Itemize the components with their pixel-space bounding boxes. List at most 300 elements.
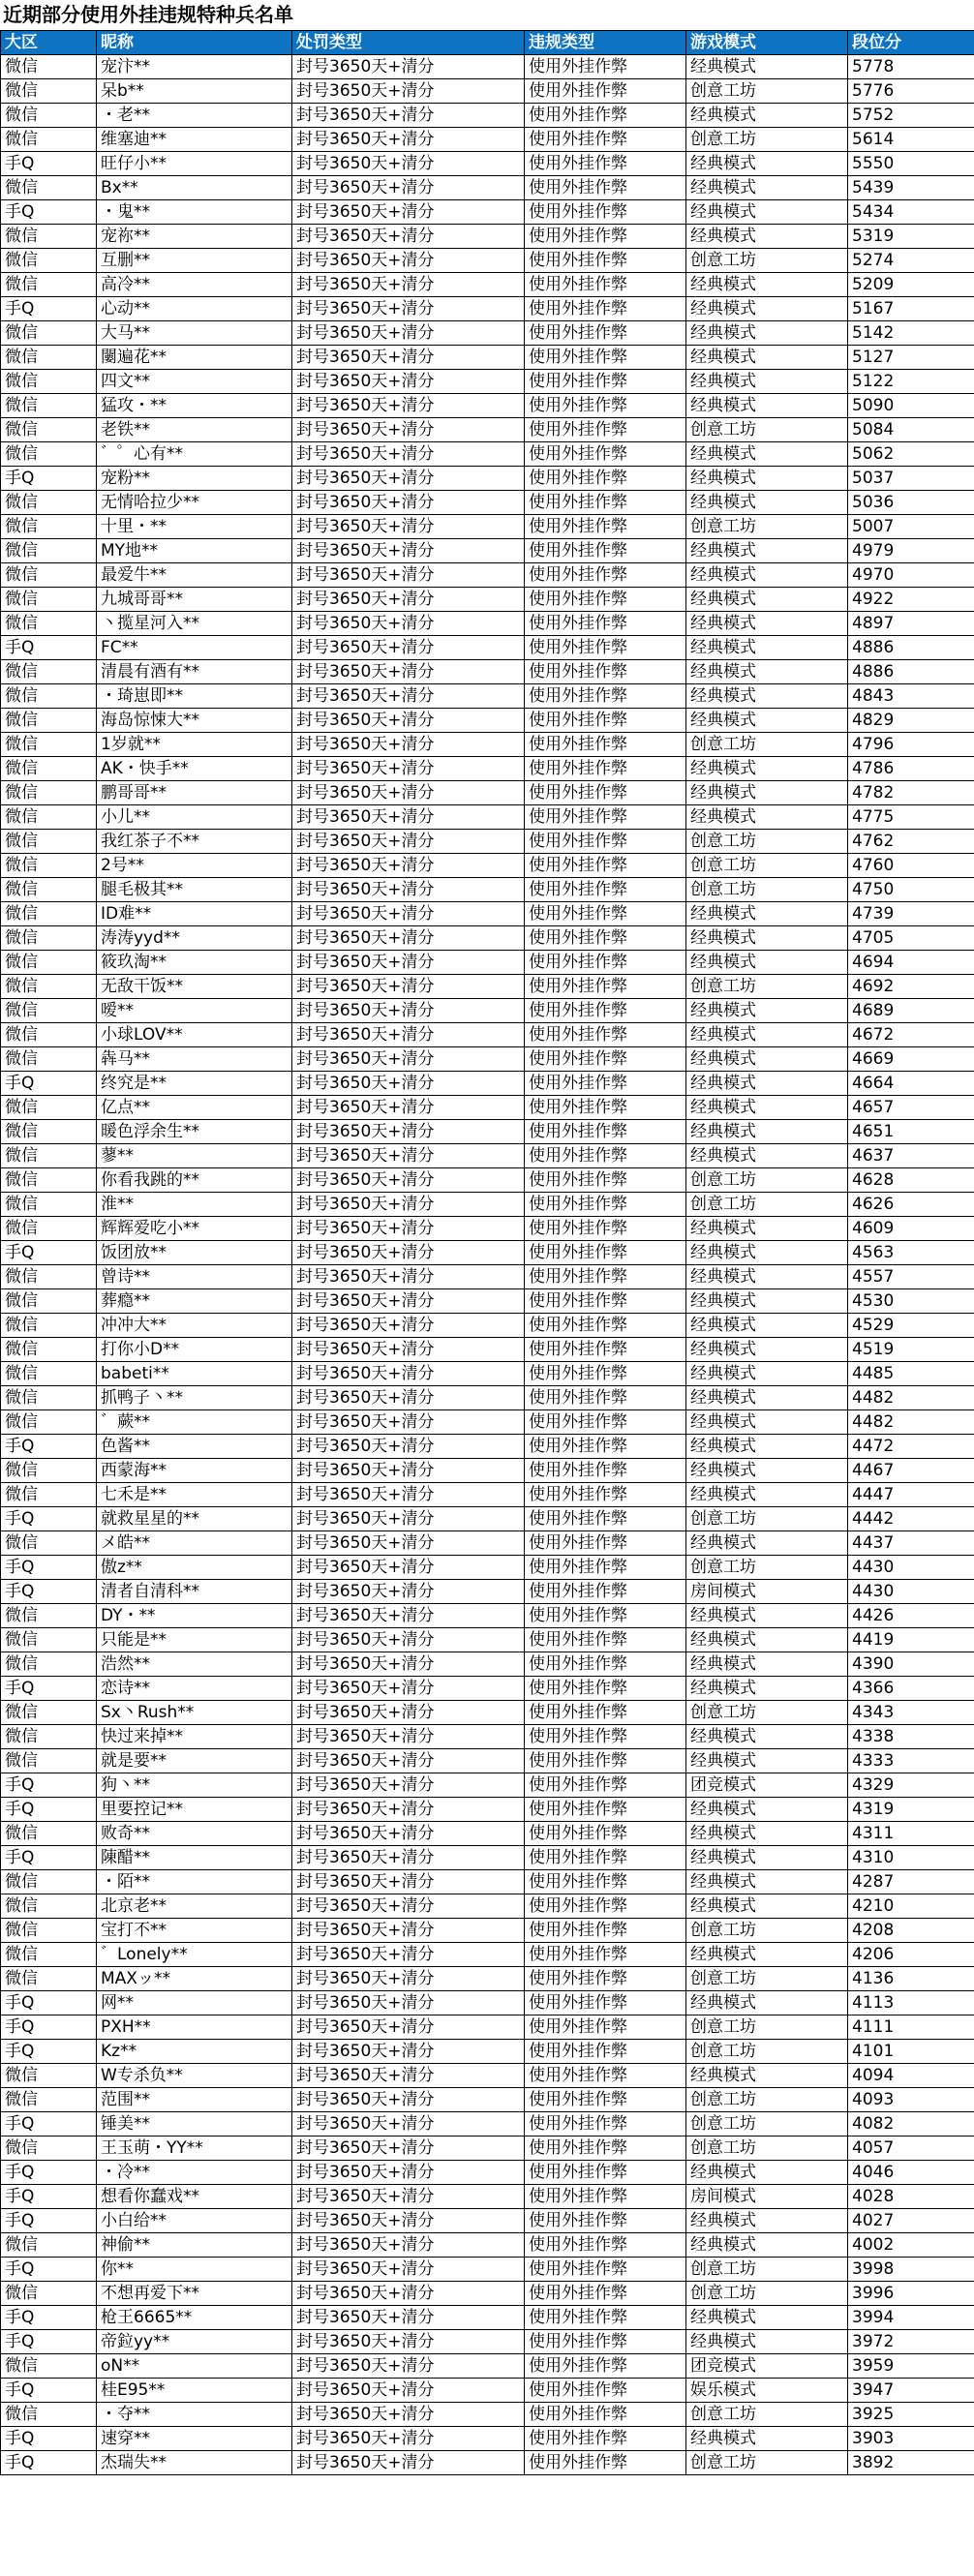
table-row bbox=[1, 951, 974, 975]
cell-score: 5084 bbox=[848, 418, 974, 442]
cell-region: 手Q bbox=[1, 1677, 97, 1701]
cell-penalty: 封号3650天+清分 bbox=[292, 660, 525, 684]
cell-region: 微信 bbox=[1, 926, 97, 951]
cell-penalty: 封号3650天+清分 bbox=[292, 2403, 525, 2427]
cell-penalty: 封号3650天+清分 bbox=[292, 1047, 525, 1072]
cell-penalty: 封号3650天+清分 bbox=[292, 1652, 525, 1677]
cell-violation: 使用外挂作弊 bbox=[525, 2015, 686, 2040]
cell-mode: 经典模式 bbox=[686, 442, 848, 467]
cell-region: 微信 bbox=[1, 1894, 97, 1919]
cell-region: 微信 bbox=[1, 491, 97, 515]
cell-violation: 使用外挂作弊 bbox=[525, 2064, 686, 2088]
cell-region: 微信 bbox=[1, 1096, 97, 1120]
cell-penalty: 封号3650天+清分 bbox=[292, 757, 525, 781]
cell-nickname: 范围** bbox=[97, 2088, 292, 2112]
cell-penalty: 封号3650天+清分 bbox=[292, 394, 525, 418]
cell-violation: 使用外挂作弊 bbox=[525, 1846, 686, 1870]
table-row bbox=[1, 2354, 974, 2379]
cell-nickname: 嗳** bbox=[97, 999, 292, 1023]
cell-mode: 经典模式 bbox=[686, 636, 848, 660]
cell-nickname: 神偷** bbox=[97, 2233, 292, 2258]
cell-mode: 创意工坊 bbox=[686, 418, 848, 442]
cell-violation: 使用外挂作弊 bbox=[525, 491, 686, 515]
cell-nickname: 只能是** bbox=[97, 1628, 292, 1652]
cell-penalty: 封号3650天+清分 bbox=[292, 1217, 525, 1241]
cell-violation: 使用外挂作弊 bbox=[525, 2161, 686, 2185]
table-row bbox=[1, 805, 974, 830]
cell-nickname: 亿点** bbox=[97, 1096, 292, 1120]
table-row bbox=[1, 346, 974, 370]
cell-mode: 创意工坊 bbox=[686, 2451, 848, 2475]
cell-mode: 房间模式 bbox=[686, 1580, 848, 1604]
cell-penalty: 封号3650天+清分 bbox=[292, 830, 525, 854]
cell-mode: 经典模式 bbox=[686, 563, 848, 588]
table-row bbox=[1, 2379, 974, 2403]
cell-nickname: 1岁就** bbox=[97, 733, 292, 757]
cell-region: 手Q bbox=[1, 2209, 97, 2233]
cell-score: 4472 bbox=[848, 1435, 974, 1459]
cell-score: 4002 bbox=[848, 2233, 974, 2258]
cell-nickname: 陳醋** bbox=[97, 1846, 292, 1870]
table-row bbox=[1, 1725, 974, 1749]
cell-mode: 经典模式 bbox=[686, 902, 848, 926]
cell-score: 5142 bbox=[848, 321, 974, 346]
cell-nickname: 终究是** bbox=[97, 1072, 292, 1096]
cell-nickname: 帝鉝yy** bbox=[97, 2330, 292, 2354]
table-row bbox=[1, 1991, 974, 2015]
cell-violation: 使用外挂作弊 bbox=[525, 321, 686, 346]
cell-mode: 经典模式 bbox=[686, 1096, 848, 1120]
cell-nickname: 我红茶子不** bbox=[97, 830, 292, 854]
cell-region: 微信 bbox=[1, 176, 97, 200]
cell-penalty: 封号3650天+清分 bbox=[292, 951, 525, 975]
cell-score: 4082 bbox=[848, 2112, 974, 2137]
cell-mode: 创意工坊 bbox=[686, 2137, 848, 2161]
cell-nickname: ・老** bbox=[97, 104, 292, 128]
cell-violation: 使用外挂作弊 bbox=[525, 999, 686, 1023]
cell-mode: 经典模式 bbox=[686, 1846, 848, 1870]
table-row bbox=[1, 297, 974, 321]
table-row bbox=[1, 1967, 974, 1991]
cell-region: 微信 bbox=[1, 1338, 97, 1362]
column-header-region: 大区 bbox=[1, 31, 97, 55]
cell-region: 手Q bbox=[1, 2040, 97, 2064]
cell-mode: 经典模式 bbox=[686, 1386, 848, 1410]
cell-nickname: 四文** bbox=[97, 370, 292, 394]
cell-region: 微信 bbox=[1, 321, 97, 346]
cell-region: 手Q bbox=[1, 2258, 97, 2282]
cell-nickname: 清者自清科** bbox=[97, 1580, 292, 1604]
table-row bbox=[1, 902, 974, 926]
cell-nickname: 小儿** bbox=[97, 805, 292, 830]
cell-region: 微信 bbox=[1, 1628, 97, 1652]
cell-mode: 经典模式 bbox=[686, 1483, 848, 1507]
cell-penalty: 封号3650天+清分 bbox=[292, 273, 525, 297]
column-header-violation: 违规类型 bbox=[525, 31, 686, 55]
cell-mode: 经典模式 bbox=[686, 200, 848, 225]
table-row bbox=[1, 999, 974, 1023]
cell-violation: 使用外挂作弊 bbox=[525, 1023, 686, 1047]
cell-penalty: 封号3650天+清分 bbox=[292, 2015, 525, 2040]
cell-nickname: 筱玖淘** bbox=[97, 951, 292, 975]
cell-score: 4705 bbox=[848, 926, 974, 951]
cell-violation: 使用外挂作弊 bbox=[525, 79, 686, 104]
cell-region: 手Q bbox=[1, 1798, 97, 1822]
cell-mode: 创意工坊 bbox=[686, 1507, 848, 1531]
cell-region: 微信 bbox=[1, 709, 97, 733]
cell-score: 4782 bbox=[848, 781, 974, 805]
cell-region: 手Q bbox=[1, 1580, 97, 1604]
cell-violation: 使用外挂作弊 bbox=[525, 588, 686, 612]
cell-violation: 使用外挂作弊 bbox=[525, 515, 686, 539]
cell-penalty: 封号3650天+清分 bbox=[292, 781, 525, 805]
cell-region: 手Q bbox=[1, 2015, 97, 2040]
cell-penalty: 封号3650天+清分 bbox=[292, 418, 525, 442]
table-row bbox=[1, 854, 974, 878]
cell-penalty: 封号3650天+清分 bbox=[292, 515, 525, 539]
cell-mode: 经典模式 bbox=[686, 1894, 848, 1919]
cell-nickname: 互删** bbox=[97, 249, 292, 273]
cell-nickname: 葬瘾** bbox=[97, 1289, 292, 1314]
table-row bbox=[1, 1047, 974, 1072]
cell-mode: 创意工坊 bbox=[686, 830, 848, 854]
cell-mode: 经典模式 bbox=[686, 1241, 848, 1265]
cell-mode: 经典模式 bbox=[686, 2064, 848, 2088]
cell-mode: 创意工坊 bbox=[686, 1556, 848, 1580]
cell-violation: 使用外挂作弊 bbox=[525, 1435, 686, 1459]
cell-penalty: 封号3650天+清分 bbox=[292, 249, 525, 273]
cell-score: 4628 bbox=[848, 1168, 974, 1193]
table-row bbox=[1, 539, 974, 563]
cell-violation: 使用外挂作弊 bbox=[525, 2330, 686, 2354]
cell-nickname: ゛蕨** bbox=[97, 1410, 292, 1435]
cell-region: 微信 bbox=[1, 1314, 97, 1338]
cell-mode: 经典模式 bbox=[686, 1338, 848, 1362]
page-title: 近期部分使用外挂违规特种兵名单 bbox=[3, 3, 293, 26]
cell-nickname: W专杀负** bbox=[97, 2064, 292, 2088]
table-row bbox=[1, 733, 974, 757]
cell-nickname: 冲冲大** bbox=[97, 1314, 292, 1338]
cell-violation: 使用外挂作弊 bbox=[525, 1410, 686, 1435]
cell-score: 4519 bbox=[848, 1338, 974, 1362]
cell-region: 微信 bbox=[1, 1047, 97, 1072]
cell-nickname: 色酱** bbox=[97, 1435, 292, 1459]
cell-penalty: 封号3650天+清分 bbox=[292, 1193, 525, 1217]
cell-score: 5167 bbox=[848, 297, 974, 321]
cell-penalty: 封号3650天+清分 bbox=[292, 733, 525, 757]
cell-penalty: 封号3650天+清分 bbox=[292, 1725, 525, 1749]
cell-score: 4886 bbox=[848, 660, 974, 684]
cell-nickname: Kz** bbox=[97, 2040, 292, 2064]
cell-violation: 使用外挂作弊 bbox=[525, 854, 686, 878]
cell-nickname: 饭团放** bbox=[97, 1241, 292, 1265]
cell-region: 微信 bbox=[1, 2282, 97, 2306]
table-row bbox=[1, 418, 974, 442]
cell-penalty: 封号3650天+清分 bbox=[292, 1459, 525, 1483]
cell-penalty: 封号3650天+清分 bbox=[292, 1096, 525, 1120]
cell-violation: 使用外挂作弊 bbox=[525, 1580, 686, 1604]
cell-penalty: 封号3650天+清分 bbox=[292, 297, 525, 321]
cell-region: 手Q bbox=[1, 1435, 97, 1459]
cell-violation: 使用外挂作弊 bbox=[525, 1967, 686, 1991]
cell-nickname: 傲z** bbox=[97, 1556, 292, 1580]
cell-score: 4027 bbox=[848, 2209, 974, 2233]
cell-penalty: 封号3650天+清分 bbox=[292, 1943, 525, 1967]
cell-violation: 使用外挂作弊 bbox=[525, 249, 686, 273]
table-row bbox=[1, 2040, 974, 2064]
cell-nickname: 涛涛yyd** bbox=[97, 926, 292, 951]
cell-violation: 使用外挂作弊 bbox=[525, 1870, 686, 1894]
table-row bbox=[1, 176, 974, 200]
cell-score: 4979 bbox=[848, 539, 974, 563]
cell-mode: 房间模式 bbox=[686, 2185, 848, 2209]
cell-penalty: 封号3650天+清分 bbox=[292, 539, 525, 563]
cell-mode: 经典模式 bbox=[686, 370, 848, 394]
cell-score: 4111 bbox=[848, 2015, 974, 2040]
cell-score: 4287 bbox=[848, 1870, 974, 1894]
cell-region: 微信 bbox=[1, 128, 97, 152]
table-row bbox=[1, 79, 974, 104]
cell-mode: 创意工坊 bbox=[686, 2015, 848, 2040]
cell-violation: 使用外挂作弊 bbox=[525, 1773, 686, 1798]
cell-nickname: 曾诗** bbox=[97, 1265, 292, 1289]
cell-score: 4437 bbox=[848, 1531, 974, 1556]
column-header-score: 段位分 bbox=[848, 31, 974, 55]
cell-score: 4843 bbox=[848, 684, 974, 709]
table-row bbox=[1, 2185, 974, 2209]
table-header-row bbox=[1, 31, 974, 55]
cell-violation: 使用外挂作弊 bbox=[525, 539, 686, 563]
table-row bbox=[1, 1314, 974, 1338]
table-row bbox=[1, 2330, 974, 2354]
cell-violation: 使用外挂作弊 bbox=[525, 442, 686, 467]
cell-score: 4343 bbox=[848, 1701, 974, 1725]
cell-mode: 创意工坊 bbox=[686, 1701, 848, 1725]
cell-violation: 使用外挂作弊 bbox=[525, 418, 686, 442]
cell-nickname: 心动** bbox=[97, 297, 292, 321]
cell-nickname: FC** bbox=[97, 636, 292, 660]
cell-violation: 使用外挂作弊 bbox=[525, 273, 686, 297]
cell-nickname: 无情哈拉少** bbox=[97, 491, 292, 515]
table-row bbox=[1, 491, 974, 515]
cell-mode: 经典模式 bbox=[686, 1144, 848, 1168]
cell-score: 5127 bbox=[848, 346, 974, 370]
cell-score: 5776 bbox=[848, 79, 974, 104]
cell-nickname: 最爱牛** bbox=[97, 563, 292, 588]
cell-penalty: 封号3650天+清分 bbox=[292, 2088, 525, 2112]
cell-score: 3994 bbox=[848, 2306, 974, 2330]
table-row bbox=[1, 1507, 974, 1531]
cell-nickname: 七禾是** bbox=[97, 1483, 292, 1507]
cell-region: 微信 bbox=[1, 781, 97, 805]
table-row bbox=[1, 1217, 974, 1241]
table-row bbox=[1, 2088, 974, 2112]
cell-mode: 经典模式 bbox=[686, 104, 848, 128]
cell-mode: 经典模式 bbox=[686, 999, 848, 1023]
table-row bbox=[1, 636, 974, 660]
cell-nickname: 淮** bbox=[97, 1193, 292, 1217]
cell-mode: 创意工坊 bbox=[686, 1193, 848, 1217]
cell-nickname: 抓鸭子丶** bbox=[97, 1386, 292, 1410]
cell-penalty: 封号3650天+清分 bbox=[292, 1531, 525, 1556]
cell-violation: 使用外挂作弊 bbox=[525, 709, 686, 733]
cell-region: 微信 bbox=[1, 1604, 97, 1628]
cell-score: 3947 bbox=[848, 2379, 974, 2403]
table-row bbox=[1, 1870, 974, 1894]
table-row bbox=[1, 1362, 974, 1386]
cell-penalty: 封号3650天+清分 bbox=[292, 2161, 525, 2185]
cell-region: 微信 bbox=[1, 1410, 97, 1435]
cell-nickname: ・夺** bbox=[97, 2403, 292, 2427]
cell-violation: 使用外挂作弊 bbox=[525, 2282, 686, 2306]
cell-region: 微信 bbox=[1, 2233, 97, 2258]
table-row bbox=[1, 1943, 974, 1967]
cell-penalty: 封号3650天+清分 bbox=[292, 684, 525, 709]
cell-penalty: 封号3650天+清分 bbox=[292, 1991, 525, 2015]
cell-mode: 经典模式 bbox=[686, 2161, 848, 2185]
table-row bbox=[1, 321, 974, 346]
cell-mode: 创意工坊 bbox=[686, 515, 848, 539]
cell-nickname: 清晨有酒有** bbox=[97, 660, 292, 684]
cell-violation: 使用外挂作弊 bbox=[525, 2427, 686, 2451]
cell-score: 4311 bbox=[848, 1822, 974, 1846]
cell-nickname: 大马** bbox=[97, 321, 292, 346]
cell-score: 4101 bbox=[848, 2040, 974, 2064]
cell-mode: 创意工坊 bbox=[686, 1919, 848, 1943]
table-row bbox=[1, 1677, 974, 1701]
cell-penalty: 封号3650天+清分 bbox=[292, 1483, 525, 1507]
cell-penalty: 封号3650天+清分 bbox=[292, 1773, 525, 1798]
cell-mode: 创意工坊 bbox=[686, 2040, 848, 2064]
table-row bbox=[1, 225, 974, 249]
cell-mode: 娱乐模式 bbox=[686, 2379, 848, 2403]
table-row bbox=[1, 1919, 974, 1943]
cell-region: 微信 bbox=[1, 1023, 97, 1047]
table-row bbox=[1, 2233, 974, 2258]
cell-penalty: 封号3650天+清分 bbox=[292, 104, 525, 128]
cell-region: 手Q bbox=[1, 1556, 97, 1580]
cell-violation: 使用外挂作弊 bbox=[525, 2040, 686, 2064]
cell-score: 4750 bbox=[848, 878, 974, 902]
cell-region: 微信 bbox=[1, 1701, 97, 1725]
cell-nickname: 枪王6665** bbox=[97, 2306, 292, 2330]
cell-violation: 使用外挂作弊 bbox=[525, 1749, 686, 1773]
cell-penalty: 封号3650天+清分 bbox=[292, 2330, 525, 2354]
cell-score: 4419 bbox=[848, 1628, 974, 1652]
cell-mode: 经典模式 bbox=[686, 1362, 848, 1386]
cell-region: 微信 bbox=[1, 1193, 97, 1217]
cell-region: 手Q bbox=[1, 2306, 97, 2330]
table-row bbox=[1, 588, 974, 612]
cell-penalty: 封号3650天+清分 bbox=[292, 1168, 525, 1193]
cell-penalty: 封号3650天+清分 bbox=[292, 1265, 525, 1289]
cell-mode: 经典模式 bbox=[686, 951, 848, 975]
cell-violation: 使用外挂作弊 bbox=[525, 636, 686, 660]
cell-score: 4557 bbox=[848, 1265, 974, 1289]
cell-violation: 使用外挂作弊 bbox=[525, 684, 686, 709]
cell-violation: 使用外挂作弊 bbox=[525, 152, 686, 176]
cell-score: 3972 bbox=[848, 2330, 974, 2354]
cell-region: 微信 bbox=[1, 418, 97, 442]
cell-score: 5550 bbox=[848, 152, 974, 176]
cell-violation: 使用外挂作弊 bbox=[525, 2306, 686, 2330]
cell-nickname: 旺仔小** bbox=[97, 152, 292, 176]
cell-penalty: 封号3650天+清分 bbox=[292, 1241, 525, 1265]
cell-mode: 经典模式 bbox=[686, 1459, 848, 1483]
cell-region: 手Q bbox=[1, 1072, 97, 1096]
table-row bbox=[1, 1338, 974, 1362]
cell-penalty: 封号3650天+清分 bbox=[292, 2064, 525, 2088]
cell-mode: 创意工坊 bbox=[686, 2403, 848, 2427]
cell-mode: 经典模式 bbox=[686, 1749, 848, 1773]
cell-violation: 使用外挂作弊 bbox=[525, 1919, 686, 1943]
cell-penalty: 封号3650天+清分 bbox=[292, 2112, 525, 2137]
cell-violation: 使用外挂作弊 bbox=[525, 612, 686, 636]
cell-violation: 使用外挂作弊 bbox=[525, 1096, 686, 1120]
cell-nickname: 宠汴** bbox=[97, 55, 292, 79]
cell-penalty: 封号3650天+清分 bbox=[292, 1507, 525, 1531]
cell-penalty: 封号3650天+清分 bbox=[292, 346, 525, 370]
cell-penalty: 封号3650天+清分 bbox=[292, 1556, 525, 1580]
table-row bbox=[1, 1894, 974, 1919]
cell-nickname: 犇马** bbox=[97, 1047, 292, 1072]
cell-nickname: ID难** bbox=[97, 902, 292, 926]
cell-nickname: 猛攻・** bbox=[97, 394, 292, 418]
cell-nickname: 你看我跳的** bbox=[97, 1168, 292, 1193]
cell-score: 4028 bbox=[848, 2185, 974, 2209]
cell-penalty: 封号3650天+清分 bbox=[292, 975, 525, 999]
cell-region: 微信 bbox=[1, 2088, 97, 2112]
column-header-nickname: 昵称 bbox=[97, 31, 292, 55]
cell-mode: 经典模式 bbox=[686, 1047, 848, 1072]
cell-nickname: ゛Lonely** bbox=[97, 1943, 292, 1967]
cell-penalty: 封号3650天+清分 bbox=[292, 176, 525, 200]
table-row bbox=[1, 684, 974, 709]
table-row bbox=[1, 660, 974, 684]
cell-mode: 创意工坊 bbox=[686, 249, 848, 273]
cell-violation: 使用外挂作弊 bbox=[525, 1991, 686, 2015]
cell-mode: 创意工坊 bbox=[686, 733, 848, 757]
table-row bbox=[1, 273, 974, 297]
cell-violation: 使用外挂作弊 bbox=[525, 926, 686, 951]
cell-score: 4922 bbox=[848, 588, 974, 612]
cell-nickname: 老铁** bbox=[97, 418, 292, 442]
cell-score: 4692 bbox=[848, 975, 974, 999]
cell-penalty: 封号3650天+清分 bbox=[292, 588, 525, 612]
cell-violation: 使用外挂作弊 bbox=[525, 1531, 686, 1556]
cell-violation: 使用外挂作弊 bbox=[525, 1459, 686, 1483]
cell-mode: 经典模式 bbox=[686, 1072, 848, 1096]
cell-mode: 经典模式 bbox=[686, 1604, 848, 1628]
cell-score: 4482 bbox=[848, 1410, 974, 1435]
cell-nickname: 就是要** bbox=[97, 1749, 292, 1773]
cell-score: 4206 bbox=[848, 1943, 974, 1967]
cell-region: 手Q bbox=[1, 2330, 97, 2354]
cell-penalty: 封号3650天+清分 bbox=[292, 370, 525, 394]
cell-region: 微信 bbox=[1, 442, 97, 467]
cell-nickname: 西蒙海** bbox=[97, 1459, 292, 1483]
cell-violation: 使用外挂作弊 bbox=[525, 733, 686, 757]
table-row bbox=[1, 370, 974, 394]
cell-score: 4651 bbox=[848, 1120, 974, 1144]
cell-score: 4775 bbox=[848, 805, 974, 830]
cell-violation: 使用外挂作弊 bbox=[525, 1386, 686, 1410]
cell-mode: 经典模式 bbox=[686, 176, 848, 200]
cell-mode: 经典模式 bbox=[686, 588, 848, 612]
cell-penalty: 封号3650天+清分 bbox=[292, 1410, 525, 1435]
cell-mode: 经典模式 bbox=[686, 1870, 848, 1894]
cell-violation: 使用外挂作弊 bbox=[525, 757, 686, 781]
